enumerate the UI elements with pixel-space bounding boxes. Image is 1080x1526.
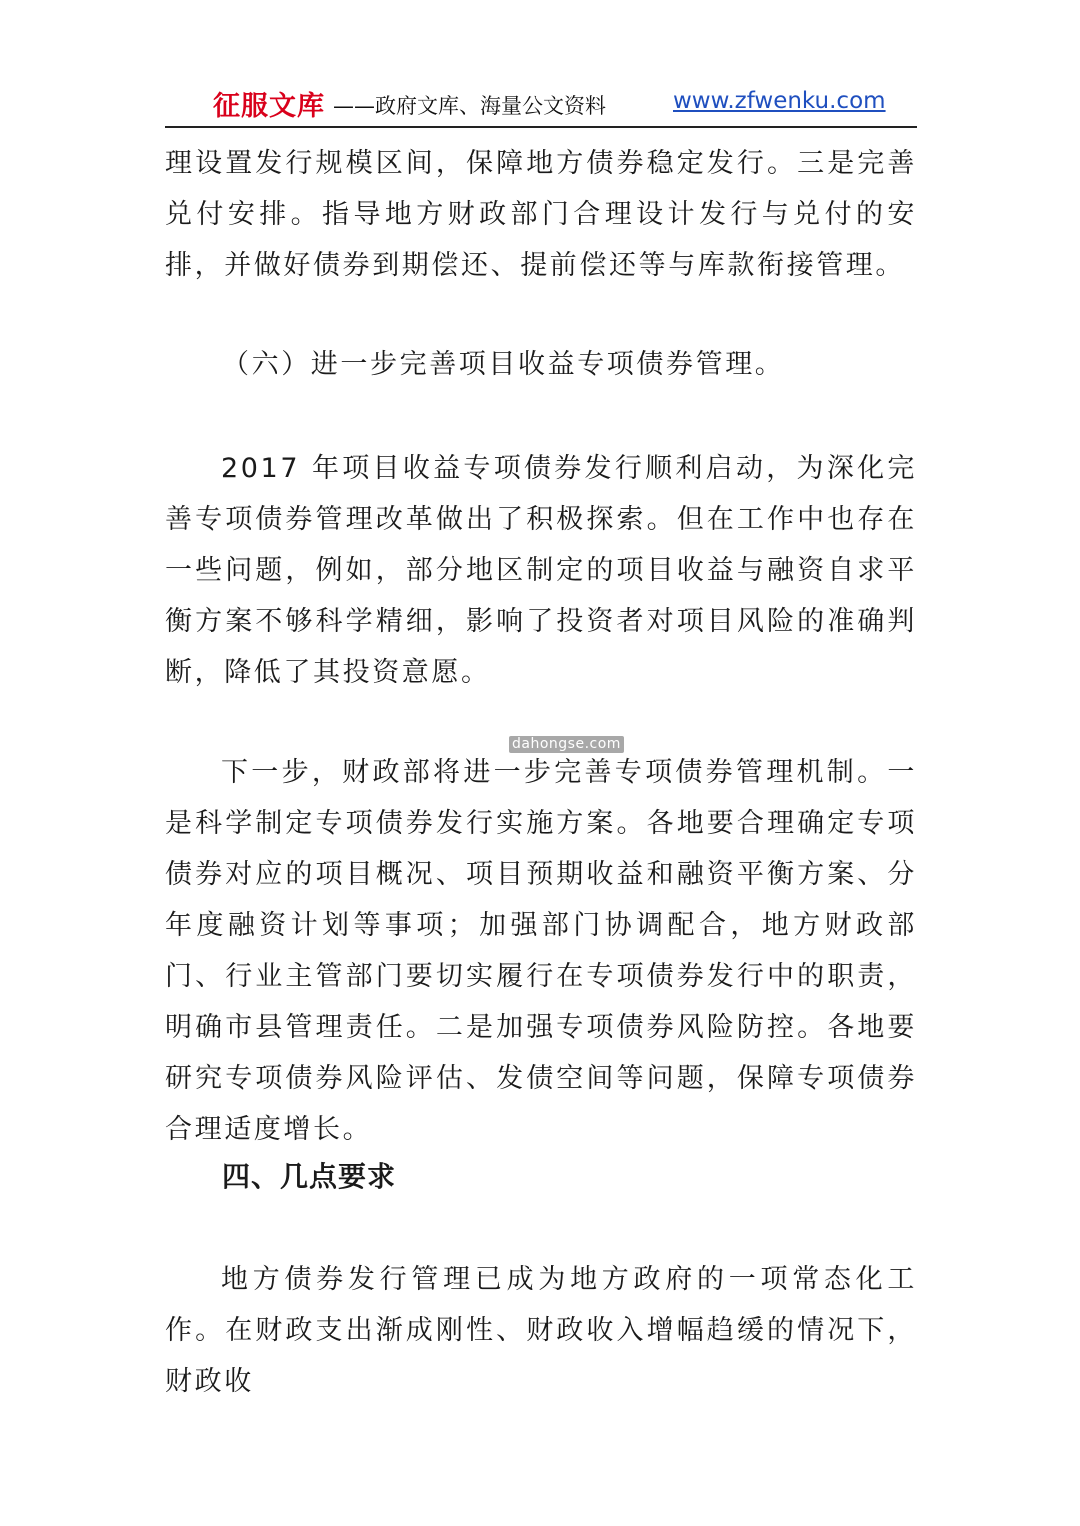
paragraph-3: 下一步，财政部将进一步完善专项债券管理机制。一是科学制定专项债券发行实施方案。各地要合理确定专项债券对应的项目概况、项目预期收益和融资平衡方案、分年度融资计划等事项；加强部门协调配合，地方财政部门、行业主管部门要切实履行在专项债券发行中的职责，明确市县管理责任。二是加强专项债券风险防控。各地要研究专项债券风险评估、发债空间等问题，保障专项债券合理适度增长。 — [165, 757, 917, 1145]
watermark: dahongse.com — [509, 736, 624, 753]
page-header — [165, 84, 917, 128]
section-heading-four: 四、几点要求 — [222, 1160, 397, 1193]
header-tagline: ——政府文库、海量公文资料 — [333, 94, 606, 118]
section-heading-six: （六）进一步完善项目收益专项债券管理。 — [222, 349, 785, 380]
paragraph-1: 理设置发行规模区间，保障地方债券稳定发行。三是完善兑付安排。指导地方财政部门合理设计发行与兑付的安排，并做好债券到期偿还、提前偿还等与库款衔接管理。 — [165, 148, 917, 281]
paragraph-2: 2017 年项目收益专项债券发行顺利启动，为深化完善专项债券管理改革做出了积极探索。但在工作中也存在一些问题，例如，部分地区制定的项目收益与融资自求平衡方案不够科学精细，影响了投资者对项目风险的准确判断，降低了其投资意愿。 — [165, 453, 917, 688]
paragraph-4: 地方债券发行管理已成为地方政府的一项常态化工作。在财政支出渐成刚性、财政收入增幅趋缓的情况下，财政收 — [165, 1264, 917, 1397]
site-url-link[interactable]: www.zfwenku.com — [673, 88, 886, 114]
brand-logo-text: 征服文库 — [213, 91, 325, 122]
